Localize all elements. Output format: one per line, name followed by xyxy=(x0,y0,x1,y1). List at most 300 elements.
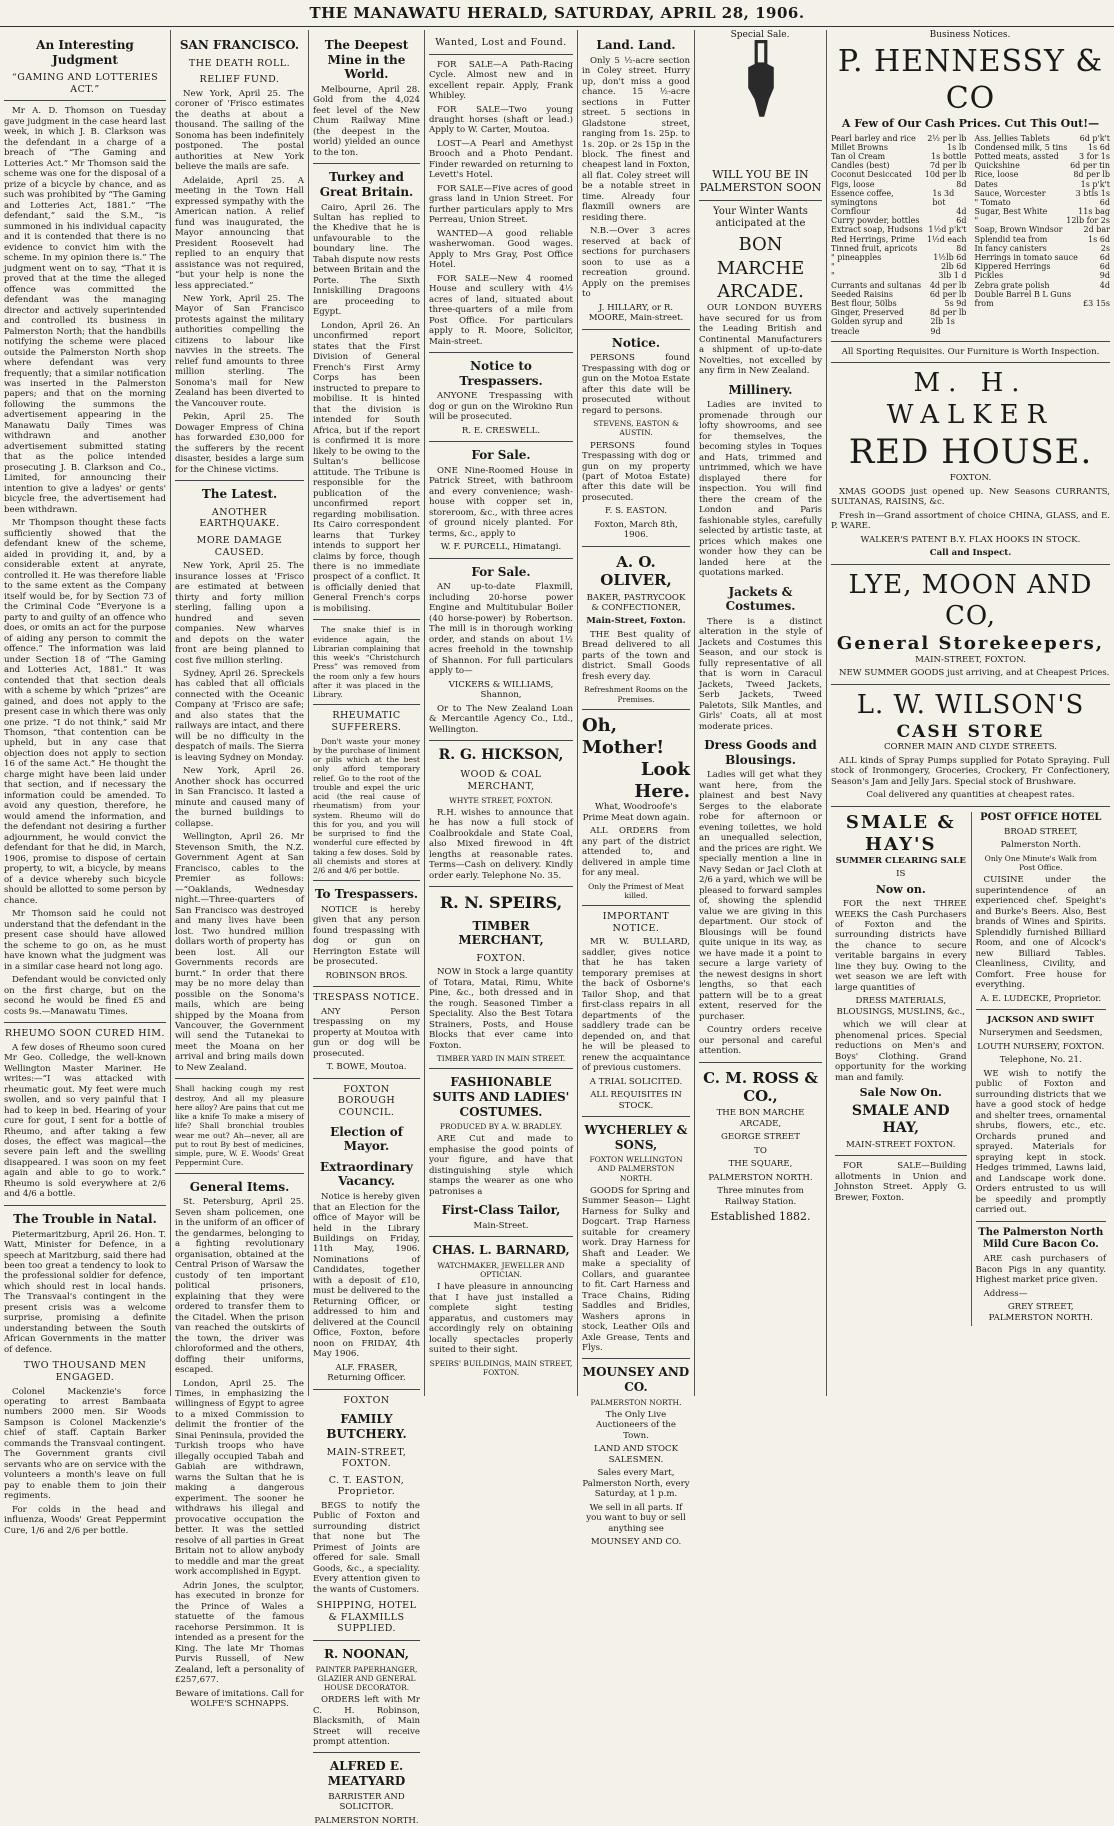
ad-foxton: FOXTON. xyxy=(949,473,992,484)
price-row xyxy=(975,281,1111,290)
ad-corner-streets: CORNER MAIN AND CLYDE STREETS. xyxy=(883,742,1058,753)
ad-wycherley-towns: FOXTON WELLINGTON AND PALMERSTON NORTH. xyxy=(589,1155,683,1183)
article-paragraph: London, April 26. An unconfirmed report states that the First Division of General French's First Army Corps has been instructed to prepare to mobilise. It is hinted that the division is intended for South Africa, but if the report is confirmed it is more likely to be owing to the Sultan's bellicose attitude. The Tribune is responsible for the publication of the unconfirmed report regarding mobilisation. Its Cairo correspondent learns that Turkey intends to support her claims by force, though there is no immediate prospect of a conflict. It is officially denied that General French's corps is mobilising. xyxy=(313,320,420,614)
notice-signature: W. F. PURCELL, Himatangi. xyxy=(440,542,562,553)
subhead-death-roll: THE DEATH ROLL. xyxy=(188,57,291,69)
peppermint-cure-poem: Shall hacking cough my rest destroy, And all my pleasure here alloy? Are pains that cut me like a knife To make a misery of life? Shall bronchial troubles wear me out? Ah—never, all are put to rout By best of medicines, simple, pure, W. E. Woods' Great Peppermint Cure. xyxy=(175,1084,304,1168)
ad-text: Sales every Mart, Palmerston North, every Saturday, at 1 p.m. xyxy=(582,1468,690,1500)
pointing-hand-icon xyxy=(731,40,791,120)
ad-palmerston: PALMERSTON NORTH. xyxy=(314,1815,419,1826)
headline-rheumo: RHEUMO SOON CURED HIM. xyxy=(4,1028,166,1040)
article-paragraph: Mr Thomson said he could not understand that the defendant in the present case should have allowed the scheme to go on, as he must have known what the judgment was in a similar case heard not long ago. xyxy=(4,909,166,972)
headline-the-latest: The Latest. xyxy=(201,487,278,502)
price-value: 2lb 1s 9d xyxy=(930,317,955,336)
ad-trial-solicited: A TRIAL SOLICITED. xyxy=(589,1076,683,1087)
ad-text: MR W. BULLARD, saddler, gives notice that he has taken temporary premises at the back of Osborne's Tailor Shop, and that first-class repairs in all departments of the saddlery trade can be depended on, and that he will be pleased to renew the acquaintance of previous customers. xyxy=(582,937,690,1074)
headline-borough-council: FOXTON BOROUGH COUNCIL. xyxy=(337,1083,396,1118)
price-row xyxy=(831,189,967,207)
headline-election-mayor: Election of Mayor. xyxy=(330,1124,403,1154)
article-paragraph: New York, April 26. Another shock has occurred in San Francisco. It lasted a minute and caused many of the burned buildings to collapse. xyxy=(175,766,304,829)
price-row xyxy=(831,262,967,271)
price-value: 1s lb xyxy=(947,142,967,152)
price-value: 1s 6d xyxy=(1088,142,1110,152)
price-item: " pineapples xyxy=(831,253,882,263)
price-value: 2s xyxy=(1100,243,1110,253)
price-item: Candles (best) xyxy=(831,161,890,171)
ad-family-butchery: FAMILY BUTCHERY. xyxy=(326,1412,407,1441)
price-value: 6d per tin xyxy=(1070,161,1110,171)
ad-fashionable-suits: FASHIONABLE SUITS AND LADIES' COSTUMES. xyxy=(432,1075,570,1119)
ad-palmerston-north: PALMERSTON NORTH. xyxy=(708,1172,813,1183)
ad-ross: C. M. ROSS & CO., xyxy=(703,1068,818,1105)
price-item: " xyxy=(831,262,835,272)
article-paragraph: A few doses of Rheumo soon cured Mr Geo. Colledge, the well-known Wellington Master Mariner. He writes:—“I was attacked with rheumatic gout. My feet were much swollen, and so very painful that I had to keep in bed. Hearing of your cure for gout, I sent for a bottle of Rheumo, and after taking a few doses, the effect was magical—the severe pain left and the swelling disappeared. I was soon on my feet again and able to go to work.” Rheumo is sold everywhere at 2/6 and 4/6 a bottle. xyxy=(4,1042,166,1200)
price-row xyxy=(975,207,1111,216)
ad-now-on: Now on. xyxy=(875,882,926,896)
article-paragraph: London, April 25. The Times, in emphasizing the willingness of Egypt to agree to a mixed Commission to delimit the frontier of the Sinai Peninsula, provided the Turkish troops who have illegally occupied Tabah and Gabiah are withdrawn, warns the Sultan that he is making a dangerous experiment. The sooner he withdraws his illegal and provocative occupation the better. It was the settled resolve of all parties in Great Britain not to allow anybody to meddle and mar the great work accomplished in Egypt. xyxy=(175,1378,304,1578)
price-row xyxy=(831,308,967,317)
smale-hay-ad xyxy=(831,812,971,1326)
price-item: " Tomato xyxy=(974,197,1011,207)
ad-barrister: BARRISTER AND SOLICITOR. xyxy=(328,1791,405,1813)
price-value: 1½d each xyxy=(926,234,967,244)
notice-text: ONE Nine-Roomed House in Patrick Street, with bathroom and every convenience; wash-house with copper set in, storeroom, &c., with three acres of ground nicely planted. For terms, &c., apply to xyxy=(429,465,573,539)
ad-text: GOODS for Spring and Summer Season— Light Harness for Sulky and Dogcart. Trap Harness suitable for creamery work. Dray Harness for Shaft and Leader. We make a speciality of Collars, and guarantee to fit. Cart Harness and Trace Chains, Riding Saddles and Bridles, Washers aprons in stock, Leather Oils and Axle Grease, Tents and Flys. xyxy=(582,1185,690,1353)
price-row xyxy=(831,253,967,262)
ad-grey-street: GREY STREET, PALMERSTON NORTH. xyxy=(988,1302,1093,1323)
subhead-two-thousand-men: TWO THOUSAND MEN ENGAGED. xyxy=(23,1360,147,1383)
headline-extraordinary-vacancy: Extraordinary Vacancy. xyxy=(319,1159,413,1189)
price-row xyxy=(975,271,1111,280)
price-value: 9d xyxy=(1099,271,1110,281)
ad-text: Ladies will get what they want here, from the plainest and best Navy Serges to the elaborate robe for afternoon or evening toilettes, we hold an unequalled selection, and the prices are right. We specially mention a line in Navy Sedan or Jacl Cloth at 2/6 a yard, which we will be pleased to forward samples of, showing the splendid value we are giving in this department. Our stock of Blousings will be found quite unique in its way, as we have made it a point to secure a large variety of the newest designs in short lengths, so that each pattern will be to a great extent, reserved for the purchaser. xyxy=(699,770,822,1022)
ad-main-street: MAIN-STREET, FOXTON. xyxy=(326,1446,407,1470)
price-row xyxy=(831,225,967,234)
price-item: Golden syrup and treacle xyxy=(831,317,903,336)
ad-text: FOR SALE—Building allotments in Union and Johnston Street. Apply G. Brewer, Foxton. xyxy=(835,1161,967,1203)
price-item: Splendid tea from xyxy=(974,234,1048,244)
notice-signature: ROBINSON BROS. xyxy=(325,970,408,981)
headline-rheumatic-sufferers: RHEUMATIC SUFFERERS. xyxy=(331,710,402,733)
price-row xyxy=(831,271,967,280)
price-item: Rice, loose xyxy=(974,170,1019,180)
ad-coal-delivered: Coal delivered any quantities at cheapest rates. xyxy=(866,790,1075,801)
price-list xyxy=(831,134,1110,336)
ad-bon-marche: BON MARCHE ARCADE. xyxy=(716,234,805,302)
ad-wood-coal: WOOD & COAL MERCHANT, xyxy=(460,769,542,792)
price-item: Curry powder, bottles xyxy=(831,216,920,226)
headline-land-land: Land. Land. xyxy=(596,38,676,52)
ad-oh-mother: Oh, Mother! xyxy=(582,714,665,758)
price-row xyxy=(975,262,1111,271)
headline-deepest-mine: The Deepest Mine in the World. xyxy=(324,38,409,82)
ad-sale-now-on: Sale Now On. xyxy=(859,1086,942,1100)
headline-for-sale: For Sale. xyxy=(471,448,531,463)
masthead xyxy=(0,0,1114,27)
ad-text: THE Best quality of Bread delivered to all parts of the town and district. Small Goods fresh every day. xyxy=(582,629,690,682)
ad-george-street: GEORGE STREET xyxy=(721,1132,800,1143)
column-5 xyxy=(577,30,694,1548)
ad-proprietor: A. E. LUDECKE, Proprietor. xyxy=(980,993,1102,1004)
newspaper-masthead-title: THE MANAWATU HERALD, SATURDAY, APRIL 28, 1906. xyxy=(309,4,805,22)
ad-text: There is a distinct alteration in the style of Jackets and Costumes this Season, and our stock is fully representative of all that is worn in Caracul Jackets, Tweed Jackets, Serb Jackets, Tweed Paletots, Silk Mantles, and Girls' Coats, all at most moderate prices. xyxy=(699,616,822,732)
ad-meatyard: ALFRED E. MEATYARD xyxy=(327,1759,406,1789)
ad-wilson: L. W. WILSON'S xyxy=(856,689,1085,720)
headline-millinery: Millinery. xyxy=(728,382,793,397)
price-value: 2lb 6d xyxy=(940,262,967,272)
price-value: 3lb 1 d xyxy=(938,271,967,281)
notice-signature: VICKERS & WILLIAMS, Shannon, xyxy=(448,679,554,701)
article-paragraph: Adrin Jones, the sculptor, has executed in bronze for the Prince of Wales a statuette of the famous racehorse Persimmon. It is intended as a present for the King. The late Mr Thomas Purvis Russell, of New Zealand, left a personality of £257,677. xyxy=(175,1580,304,1686)
ad-red-house: RED HOUSE. xyxy=(848,431,1093,472)
ad-text: CUISINE under the superintendence of an experienced chef. Speight's and Burke's Beers. Also, Best brands of Wines and Spirits. Splendidly furnished Billiard Room, and one of Alcock's new Billiard Tables. Cleanliness, Civility, and Comfort. Free house for everything. xyxy=(975,875,1106,991)
special-sale-label: Special Sale. xyxy=(730,30,790,40)
ad-jackson-swift: JACKSON AND SWIFT xyxy=(987,1014,1095,1025)
price-row xyxy=(831,180,967,189)
price-row xyxy=(975,198,1111,207)
price-item: Seeded Raisins xyxy=(831,289,893,299)
ad-requisites: ALL REQUISITES IN STOCK. xyxy=(590,1090,682,1111)
notice-signature: STEVENS, EASTON & AUSTIN. xyxy=(593,419,679,438)
column-2 xyxy=(170,30,308,1710)
headline-interesting-judgment: An Interesting Judgment xyxy=(36,38,134,67)
price-value: 3 btls 1s xyxy=(1075,188,1110,198)
column-4 xyxy=(424,30,577,1396)
article-paragraph: Adelaide, April 25. A meeting in the Town Hall expressed sympathy with the American nation. A relief fund was inaugurated, the Mayor announcing that President Roosevelt had replied to an enquiry that assistance was not required, “but your help is none the less appreciated.” xyxy=(175,175,304,291)
price-value: 6d xyxy=(956,216,967,226)
notice-signature: T. BOWE, Moutoa. xyxy=(326,1062,407,1073)
price-value: 4d xyxy=(1099,280,1110,290)
ad-will-you-be: WILL YOU BE IN PALMERSTON SOON xyxy=(699,168,822,195)
price-row xyxy=(975,134,1111,143)
price-row xyxy=(831,216,967,225)
price-value: 3 for 1s xyxy=(1079,151,1110,161)
ad-land-stock: LAND AND STOCK SALESMEN. xyxy=(593,1444,679,1465)
ad-whyte-street: WHYTE STREET, FOXTON. xyxy=(449,795,553,805)
ad-text: FOR the next THREE WEEKS the Cash Purchasers of Foxton and the surrounding districts have the chance to secure veritable bargains in every line they buy. Owing to the wet season we are left with large quantities of xyxy=(835,899,967,993)
price-value: 8d xyxy=(956,179,967,189)
headline-notice-trespassers: Notice to Trespassers. xyxy=(459,359,543,388)
price-value: 6d xyxy=(1099,253,1110,263)
ad-text: The Only Live Auctioneers of the Town. xyxy=(595,1409,677,1441)
classified-ad: FOR SALE—A Path-Racing Cycle. Almost new and in excellent repair. Apply, Frank Whibley. xyxy=(429,59,573,102)
ad-text: ALL kinds of Spray Pumps supplied for Potato Spraying. Full stock of Ironmongery, Groceries, Crockery, Fr Confectionery, Season's Jam and Jelly Jars. Special stock of Brushware. xyxy=(831,755,1110,787)
headline-dress-goods: Dress Goods and Blousings. xyxy=(704,738,817,767)
ad-baker: BAKER, PASTRYCOOK & CONFECTIONER, xyxy=(586,592,686,613)
ad-main-street-foxton: MAIN-STREET FOXTON. xyxy=(846,1139,956,1150)
business-notices-label: Business Notices. xyxy=(929,30,1011,40)
ad-to: TO xyxy=(754,1145,767,1156)
ad-text: Fresh in—Grand assortment of choice CHINA, GLASS, and E. P. WARE. xyxy=(831,510,1110,532)
ad-text: WE wish to notify the public of Foxton and surrounding districts that we have a good stock of hedge and shelter trees, ornamental shrubs, flowers, etc., etc. Orchards pruned and sprayed. Materials for spraying kept in stock. Hedges trimmed, Lawns laid, and Landscape work done. Orders entrusted to us will be speedily and promptly carried out. xyxy=(975,1068,1106,1216)
price-item: Ass. Jellies Tablets xyxy=(974,133,1050,143)
right-ads xyxy=(971,812,1111,1326)
price-value: 1s p'k't xyxy=(1080,179,1110,189)
headline-trouble-natal: The Trouble in Natal. xyxy=(13,1211,157,1226)
price-row xyxy=(975,290,1111,299)
article-paragraph: St. Petersburg, April 25. Seven sham policemen, one in the uniform of an officer of the gendarmes, belonging to a fighting revolutionary organisation, obtained at the Central Prison of Warsaw the custody of ten important political prisoners, explaining that they were ordered to transfer them to the Citadel. When the prison van reached the outskirts of the town, the driver was chloroformed and the others, doffing their uniforms, escaped. xyxy=(175,1197,304,1376)
ad-smale-hay: SMALE & HAY'S xyxy=(845,811,956,855)
ad-text: XMAS GOODS just opened up. New Seasons CURRANTS, SULTANAS, RAISINS, &c. xyxy=(831,486,1110,508)
column-1 xyxy=(0,30,170,1536)
subhead-more-damage: MORE DAMAGE CAUSED. xyxy=(196,535,283,558)
price-value: 7d per lb xyxy=(929,161,967,171)
ad-timber-merchant: TIMBER MERCHANT, xyxy=(458,918,544,948)
ad-look-here: Look Here. xyxy=(634,758,690,802)
ad-hennessy: P. HENNESSY & CO xyxy=(837,44,1104,116)
ad-r-noonan: R. NOONAN, xyxy=(324,1647,409,1661)
price-row xyxy=(831,207,967,216)
price-row xyxy=(831,235,967,244)
ad-is: IS xyxy=(896,869,906,880)
ad-general-storekeepers: General Storekeepers, xyxy=(836,632,1105,654)
schnapps-ad: Beware of imitations. Call for WOLFE'S SCHNAPPS. xyxy=(175,1688,304,1710)
price-value: 1½lb 6d xyxy=(933,253,967,263)
ad-text: ARE cash purchasers of Bacon Pigs in any quantity. Highest market price given. xyxy=(975,1254,1106,1286)
ad-text: ALL ORDERS from any part of the district attended to, and delivered in ample time for any meal. xyxy=(582,826,690,879)
price-item: Kippered Herrings xyxy=(974,262,1051,272)
ad-text: ORDERS left with Mr C. H. Robinson, Blacksmith, of Main Street will receive prompt attention. xyxy=(313,1695,420,1747)
library-notice: The snake thief is in evidence again, the Librarian complaining that this week's “Christchurch Press” was removed from the room only a few hours after it was placed in the Library. xyxy=(313,625,420,700)
headline-turkey-britain: Turkey and Great Britain. xyxy=(319,170,414,199)
ad-walker: M. H. WALKER xyxy=(886,368,1055,430)
ad-winter-wants: Your Winter Wants anticipated at the xyxy=(713,205,808,229)
ad-text: Only 5 ½-acre section in Coley street. Hurry up, don't miss a good chance. 15 ½-acre sections in Futter street. 5 sections in Gladstone street, ranging from 1s. 25p. to 1s. 20p. or 2s 15p in the block. The finest and cheapest land in Foxton, all flat. Coley street will be a notable street in time. Already four flaxmill owners are residing there. xyxy=(582,55,690,223)
article-paragraph: Sydney, April 26. Spreckels has cabled that all officials connected with the Oceanic Company at 'Frisco are safe; and also states that the railways are intact, and there will be no difficulty in the despatch of mails. The Sierra is leaving Sydney on Monday. xyxy=(175,669,305,763)
notice-text: AN up-to-date Flaxmill, including 20-horse power Engine and Multitubular Boiler (40 horse-power) by Robertson. The mill is in thorough working order, and stands on about 1½ acres freehold in the township of Shannon. For full particulars apply to— xyxy=(429,582,573,677)
price-row xyxy=(831,299,967,308)
price-value: 1s 6d xyxy=(1088,234,1110,244)
ad-railway: Three minutes from Railway Station. xyxy=(717,1186,804,1207)
ad-louth-nursery: LOUTH NURSERY, FOXTON. xyxy=(977,1041,1105,1052)
price-row xyxy=(831,290,967,299)
article-paragraph: Colonel Mackenzie's force operating to arrest Bambaata numbers 2000 men. Sir Woods Sampson is Colonel Mackenzie's chief of staff. Captain Barker commands the Transvaal contingent. The Government grants civil servants who are on service with the volunteers a month's leave on full pay to enable them to join their regiments. xyxy=(4,1386,166,1502)
price-value: 6d xyxy=(1099,197,1110,207)
ad-bon-marche-arcade: THE BON MARCHE ARCADE, xyxy=(716,1108,805,1129)
notice-text: PERSONS found Trespassing with dog or gun on the Motoa Estate after this date will be prosecuted without regard to persons. xyxy=(582,353,690,416)
price-item: Sugar, Best White xyxy=(974,207,1048,217)
ad-first-class-tailor: First-Class Tailor, xyxy=(441,1203,561,1218)
ad-text: OUR LONDON BUYERS have secured for us from the Leading British and Continental Manufacturers a shipment of up-to-date Novelties, not excelled by any firm in New Zealand. xyxy=(699,303,822,377)
price-value: 1s 3d bot xyxy=(932,188,955,207)
ad-the-square: THE SQUARE, xyxy=(728,1159,793,1170)
article-paragraph: Defendant would be convicted only on the first charge, but on the second he would be fined £5 and costs 9s.—Manawatu Times. xyxy=(4,975,166,1017)
price-item: Cornflour xyxy=(831,207,871,217)
notice-date: Foxton, March 8th, 1906. xyxy=(594,519,678,541)
price-item: Sauce, Worcester xyxy=(974,188,1046,198)
price-item: Essence coffee, symingtons xyxy=(831,188,894,207)
headline-to-trespassers: To Trespassers. xyxy=(314,887,419,902)
notice-signature: F. S. EASTON. xyxy=(605,506,667,517)
ad-bacon-co: The Palmerston North Mild Cure Bacon Co. xyxy=(978,1226,1104,1250)
price-item: Tinned fruit, apricots xyxy=(831,243,918,253)
price-value: 6d per lb xyxy=(929,289,967,299)
ad-main-street: MAIN-STREET, FOXTON. xyxy=(915,654,1026,665)
ad-mounsey: MOUNSEY AND CO. xyxy=(582,1365,690,1395)
ad-watchmaker: WATCHMAKER, JEWELLER AND OPTICIAN. xyxy=(437,1261,565,1280)
headline-notice: Notice. xyxy=(611,335,661,350)
price-item: Dates xyxy=(974,179,998,189)
price-item: Potted meats, assted xyxy=(974,151,1059,161)
price-value: 4d per lb xyxy=(929,280,967,290)
price-row xyxy=(975,152,1111,161)
ad-text: Country orders receive our personal and careful attention. xyxy=(699,1025,822,1057)
notice-text: Notice is hereby given that an Election for the office of Mayor will be held in the Library Buildings on Friday, 11th May, 1906. Nominations of Candidates, together with a deposit of £10, must be delivered to the Returning Officer, or addressed to him and delivered at the Council Office, Foxton, before noon on FRIDAY, 4th May 1906. xyxy=(313,1192,420,1360)
ad-painter: PAINTER PAPERHANGER, GLAZIER AND GENERAL HOUSE DECORATOR. xyxy=(315,1664,418,1692)
article-paragraph: Mr A. D. Thomson on Tuesday gave judgment in the case heard last week, in which J. B. Clarkson was the defendant in a charge of a breach of “The Gaming and Lotteries Act.” Mr Thomson said the scheme was one for the disposal of a prize of a bicycle by chance, and as such was prohibited by “The Gaming and Lotteries Act, 1881.” “The defendant,” said the S.M., “is summoned in his individual capacity and it is contended that there is no evidence to convict him with the scheme. In my opinion there is.” The judgment went on to say, “That it is proved that at the time the alleged offence was committed the defendant was the managing director and actively superintended and controlled its business in Palmerston North; that the handbills notifying the scheme were placed outside the Palmerston North shop where defendant was very frequently; that a similar notification was inserted in the Palmerston papers; and that on the morning following the summons the advertisement appearing in the Manawatu Daily Times was withdrawn and another advertisement submitted stating that as the police intended prosecuting J. B. Clarkson and Co., Limited, for announcing their intention to give a ladyes' or gents' bicycle free, the advertisement had been withdrawn. xyxy=(4,106,166,515)
price-row xyxy=(831,244,967,253)
ad-main-street-foxton: Main-Street, Foxton. xyxy=(586,616,686,627)
price-row xyxy=(975,170,1111,179)
article-paragraph: Melbourne, April 28. Gold from the 4,024 feet level of the New Chum Railway Mine (the deepest in the world) yielded an ounce to the ton. xyxy=(313,84,420,158)
classified-ad: FOR SALE—New 4 roomed House and scullery with 4½ acres of land, situated about three-quarters of a mile from Post Office. For particulars apply to R. Moore, Solicitor, Main-street. xyxy=(429,273,573,347)
ad-text: NEW SUMMER GOODS just arriving, and at Cheapest Prices. xyxy=(839,668,1110,679)
ad-sporting: All Sporting Requisites. Our Furniture is Worth Inspection. xyxy=(841,346,1100,357)
price-item: Millet Browns xyxy=(831,142,888,152)
price-item: Soap, Brown Windsor xyxy=(974,225,1063,235)
price-list-left xyxy=(831,134,967,336)
price-item: Coconut Desiccated xyxy=(831,170,912,180)
price-item: Figs, loose xyxy=(831,179,875,189)
notice-text: Or to The New Zealand Loan & Mercantile Agency Co., Ltd., Wellington. xyxy=(429,703,573,735)
ad-text: We sell in all parts. If you want to buy or sell anything see xyxy=(586,1502,686,1534)
article-paragraph: Mr Thompson thought these facts sufficiently showed that the defendant knew of the scheme, aided in providing it, and, by a considerable extent at anyrate, controlled it. He was therefore liable to the same extent as the Company itself would be, for by Section 73 of the Criminal Code “Everyone is a party to and guilty of an offence who does, or omits an act for the purpose of aiding any person to commit the offence.” The information was laid under Section 18 of “The Gaming and Lotteries Act, 1881.” It was contended that that section deals with a scheme by which “prizes” are gained, and does not apply to the present case in which there was only one prize. “I do not think,” said Mr Thomson, “that contention can be upheld, but in any case that objection does not apply to section 16 of the same Act.” He thought the charge might have been laid under that section, and if necessary the information could be amended. To avoid any question, therefore, he would amend the information, and the defendant not desiring a further adjournment, he would convict the defendant for that he did, in March, 1906, promise to dispose of certain property, to wit, a bicycle, by means of a device whereby such bicycle should be allotted to some person by chance. xyxy=(4,518,166,906)
price-value: 1½d p'k't xyxy=(928,225,967,235)
ad-text: WALKER'S PATENT B.Y. FLAX HOOKS IN STOCK. xyxy=(860,534,1081,545)
ad-nurserymen: Nurserymen and Seedsmen, xyxy=(979,1028,1103,1039)
price-row xyxy=(975,180,1111,189)
price-value: 2d bar xyxy=(1083,225,1110,235)
ad-main-street: Main-Street. xyxy=(473,1220,529,1231)
ad-text: BEGS to notify the Public of Foxton and surrounding district that none but The Primest of Joints are offered for sale. Small Goods, &c., a speciality. Every attention given to the wants of Customers. xyxy=(313,1500,420,1595)
ad-text: R.H. wishes to announce that he has now a full stock of Coalbrookdale and State Coal, also Mixed firewood in 4ft lengths at reasonable rates. Terms—Cash on delivery. Kindly order early. Telephone No. 35. xyxy=(429,807,573,881)
price-row xyxy=(831,170,967,179)
price-value: 8d xyxy=(956,243,967,253)
notice-text: ANYONE Trespassing with dog or gun on the Wirokino Run will be prosecuted. xyxy=(429,391,573,423)
article-paragraph: Wellington, April 26. Mr Stevenson Smith, the N.Z. Government Agent at San Francisco, cables to the Premier as follows:—“Oaklands, Wednesday night.—Three-quarters of San Francisco was destroyed and many lives have been lost. Two hundred million dollars worth of property has been lost. All our Governments records are burnt.” In order that there may be no more delay than possible on the Sonoma's mails, which are being shipped by the Moana from Vancouver, the Government will send the Tutanekai to meet the Moana on her arrival and bring mails down to New Zealand. xyxy=(175,832,304,1073)
headline-wanted-lost-found: Wanted, Lost and Found. xyxy=(435,37,567,48)
classified-ad: FOR SALE—Five acres of good grass land in Union Street. For further particulars apply to Mrs Perreau, Union Street. xyxy=(429,183,573,226)
price-row xyxy=(975,161,1111,170)
price-item: Best flour, 50lbs xyxy=(831,298,897,308)
ad-hickson: R. G. HICKSON, xyxy=(438,747,564,764)
price-item: Red Herrings, Prime xyxy=(831,234,915,244)
ad-shipping-supplied: SHIPPING, HOTEL & FLAXMILLS SUPPLIED. xyxy=(316,1600,417,1635)
ad-text: I have pleasure in announcing that I have just installed a complete sight testing apparatus, and customers may accordingly rely on obtaining locally spectacles properly suited to their sight. xyxy=(429,1282,573,1356)
ad-oliver: A. O. OLIVER, xyxy=(600,552,672,590)
price-row xyxy=(975,235,1111,244)
headline-trespass-notice: TRESPASS NOTICE. xyxy=(313,992,420,1004)
headline-san-francisco: SAN FRANCISCO. xyxy=(179,38,300,52)
ad-timber-yard: TIMBER YARD IN MAIN STREET. xyxy=(436,1054,566,1064)
article-paragraph: Pietermaritzburg, April 26. Hon. T. Watt, Minister for Defence, in a speech at Maritzburg, said there had been too great a tendency to look to the professional soldier for defence, which should rest in local hands. The Transvaal's contingent in the present crisis was a welcome surprise, promising a definite understanding between the South African Governments in the matter of defence. xyxy=(4,1229,167,1355)
article-paragraph: Cairo, April 26. The Sultan has replied to the Khedive that he is unfavourable to the boundary line. The Tabah dispute now rests between Britain and the Porte. The Sixth Inniskilling Dragoons are proceeding to Egypt. xyxy=(313,202,420,318)
price-value: 11s bag xyxy=(1078,207,1110,217)
ad-lye-moon: LYE, MOON AND CO, xyxy=(848,569,1093,632)
price-item: Currants and sultanas xyxy=(831,280,922,290)
price-value: 6d p'k't xyxy=(1079,133,1110,143)
price-row xyxy=(831,161,967,170)
price-value: £3 15s xyxy=(1082,298,1110,308)
ad-bradley: PRODUCED BY A. W. BRADLEY. xyxy=(439,1122,563,1132)
ad-foxton: FOXTON xyxy=(343,1394,390,1406)
price-row xyxy=(975,143,1111,152)
headline-for-sale-flaxmill: For Sale. xyxy=(471,564,531,579)
price-item: Ginger, Preserved xyxy=(831,308,904,318)
price-row xyxy=(975,253,1111,262)
price-row xyxy=(975,225,1111,234)
ad-wycherley: WYCHERLEY & SONS, xyxy=(584,1123,688,1152)
price-row xyxy=(975,244,1111,253)
price-item: Double Barrel B L Guns xyxy=(974,289,1072,299)
article-paragraph: New York, April 25. The Mayor of San Francisco protests against the military authorities compelling the citizens to labour like navvies in the streets. The relief fund amounts to three million sterling. The Sonoma's mail for New Zealand has been diverted to the Vancouver route. xyxy=(175,293,304,409)
notice-signature: J. HILLARY, or R. MOORE, Main-street. xyxy=(588,302,684,324)
price-value: 12lb for 2s xyxy=(1066,216,1110,226)
price-value: 6d xyxy=(1099,262,1110,272)
ad-text: Ladies are invited to promenade through our lofty showrooms, and see for themselves, the becoming styles in Toques and Hats, trimmed and untrimmed, which we have displayed there for inspection. You will find there the cream of the London and Paris fashionable styles, carefully selected by artistic taste, at prices which makes one wonder how they can be landed here at the quotations marked. xyxy=(699,400,822,579)
headline-important-notice: IMPORTANT NOTICE. xyxy=(602,911,670,934)
price-item: Quickshine xyxy=(974,161,1020,171)
price-value: 10d per lb xyxy=(924,170,967,180)
price-value: 8d per lb xyxy=(1073,170,1110,180)
ad-broad-street: BROAD STREET, xyxy=(1004,826,1078,837)
ad-palmerston: PALMERSTON NORTH. xyxy=(590,1397,682,1407)
price-value: 1s bottle xyxy=(931,151,967,161)
ad-text: What, Woodroofe's Prime Meat down again. xyxy=(582,802,690,823)
price-row xyxy=(831,317,967,335)
ad-text: which we will clear at phenomenal prices. Special reductions on Men's and Boys' Clothing. Grand opportunity for the working man and family. xyxy=(835,1020,967,1083)
price-item: from xyxy=(974,298,994,308)
price-value: 4d xyxy=(956,207,967,217)
lower-ads xyxy=(831,812,1110,1326)
ad-established: Established 1882. xyxy=(710,1209,811,1223)
price-value: 2½ per lb xyxy=(927,133,967,143)
ad-proprietor: C. T. EASTON, Proprietor. xyxy=(328,1474,405,1498)
ad-refreshment: Refreshment Rooms on the Premises. xyxy=(584,685,688,704)
article-paragraph: For colds in the head and influenza, Woods' Great Peppermint Cure, 1/6 and 2/6 per bottle. xyxy=(4,1504,166,1536)
notice-signature: ALF. FRASER, Returning Officer. xyxy=(327,1362,406,1384)
price-row xyxy=(975,189,1111,198)
price-value: 8d per lb xyxy=(929,308,967,318)
ad-call-inspect: Call and Inspect. xyxy=(929,548,1012,559)
ad-text: NOW in Stock a large quantity of Totara, Matai, Rimu, White Pine, &c., both dressed and in the rough. Seasoned Timber a Speciality. Also the Best Totara Strainers, Posts, and House Blocks that ever came into Foxton. xyxy=(429,967,573,1051)
ad-smale-and-hay: SMALE AND HAY, xyxy=(851,1102,950,1136)
ad-signature: MOUNSEY AND CO. xyxy=(590,1537,682,1548)
ad-post-office-hotel: POST OFFICE HOTEL xyxy=(980,811,1102,823)
price-item: " xyxy=(974,216,979,226)
ad-text: N.B.—Over 3 acres reserved at back of sections for purchasers soon to use as a recreation ground. Apply on the premises to xyxy=(582,226,690,300)
subhead-relief-fund: RELIEF FUND. xyxy=(199,74,280,86)
ad-primest-meat: Only the Primest of Meat killed. xyxy=(588,881,684,900)
classified-ad: WANTED—A good reliable washerwoman. Good wages. Apply to Mrs Gray, Post Office Hotel. xyxy=(429,228,573,271)
ad-palmerston-north: Palmerston North. xyxy=(1000,840,1081,851)
classified-ad: LOST—A Pearl and Amethyst Brooch and a Photo Pendant. Finder rewarded on returning to Levett's Hotel. xyxy=(429,138,573,181)
notice-text: PERSONS found Trespassing with dog or gun on my property (part of Motoa Estate) after this date will be prosecuted. xyxy=(582,440,690,503)
notice-text: NOTICE is hereby given that any person found trespassing with dog or gun on Herrington Estate will be prosecuted. xyxy=(313,904,420,968)
ad-cash-prices: A Few of Our Cash Prices. Cut This Out!— xyxy=(841,117,1100,131)
ad-speirs-buildings: SPEIRS' BUILDINGS, MAIN STREET, FOXTON. xyxy=(429,1358,573,1377)
classified-ad: FOR SALE—Two young draught horses (shaft or lead.) Apply to W. Carter, Moutoa. xyxy=(429,104,573,136)
ad-cash-store: CASH STORE xyxy=(896,721,1045,742)
headline-jackets-costumes: Jackets & Costumes. xyxy=(725,584,796,614)
notice-signature: R. E. CRESWELL. xyxy=(461,425,541,436)
subhead-another-earthquake: ANOTHER EARTHQUAKE. xyxy=(199,506,280,530)
ad-one-minute: Only One Minute's Walk from Post Office. xyxy=(984,853,1097,873)
ad-summer-sale: SUMMER CLEARING SALE xyxy=(835,855,966,866)
ad-barnard: CHAS. L. BARNARD, xyxy=(432,1243,570,1258)
column-7 xyxy=(826,30,1114,1396)
subhead-gaming-act: “GAMING AND LOTTERIES ACT.” xyxy=(11,72,159,95)
